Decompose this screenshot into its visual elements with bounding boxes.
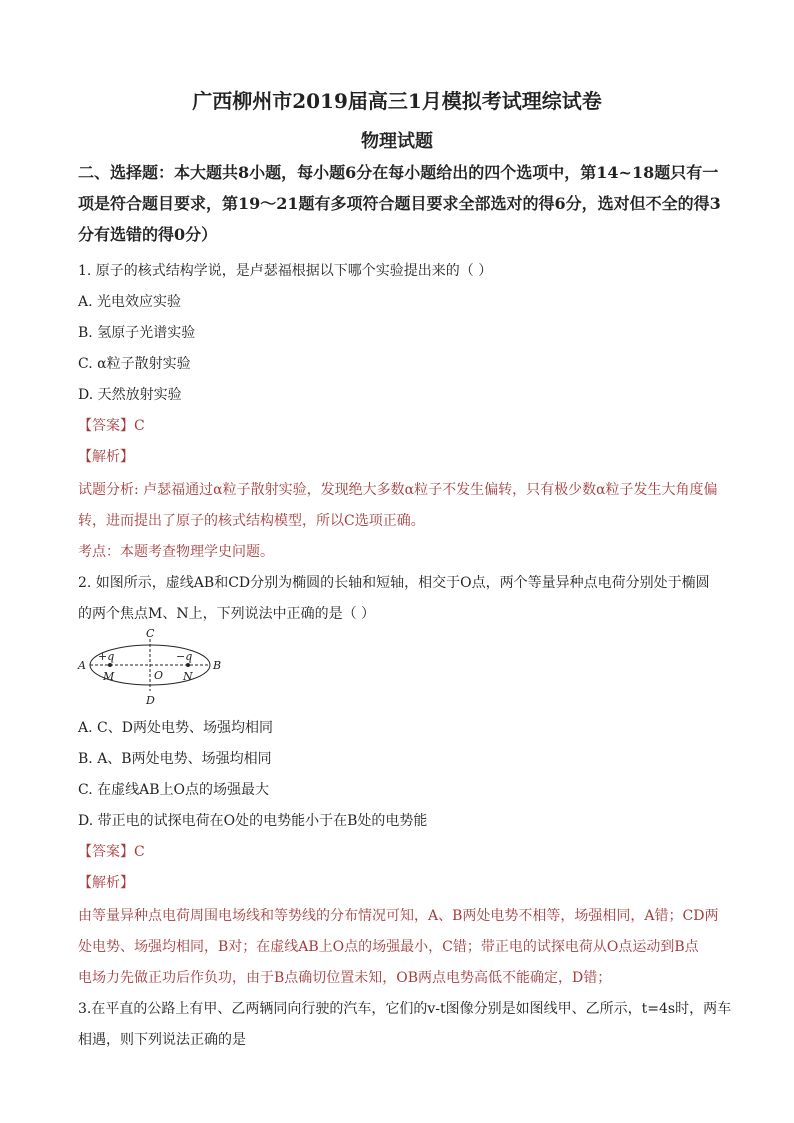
charge-m-dot xyxy=(108,663,112,667)
ellipse-diagram xyxy=(70,629,230,711)
label-c: C xyxy=(146,629,155,640)
label-d: D xyxy=(146,694,155,707)
q3-stem-line-1: 3.在平直的公路上有甲、乙两辆同向行驶的汽车，它们的v-t图像分别是如图线甲、乙所示，t=4s时，两车 xyxy=(78,1001,732,1017)
label-plus-q: +q xyxy=(98,650,115,663)
q1-analysis-line-2: 转，进而提出了原子的核式结构模型，所以C选项正确。 xyxy=(78,513,425,529)
q2-analysis-line-3: 电场力先做正功后作负功，由于B点确切位置未知，OB两点电势高低不能确定，D错； xyxy=(78,970,612,986)
q2-answer: 【答案】C xyxy=(78,844,145,860)
q2-analysis-label: 【解析】 xyxy=(78,875,134,891)
label-b: B xyxy=(213,659,222,672)
page-title: 广西柳州市2019届高三1月模拟考试理综试卷 xyxy=(192,89,602,113)
q2-analysis-line-2: 处电势、场强均相同，B对；在虚线AB上O点的场强最小，C错；带正电的试探电荷从O点运动到B点 xyxy=(78,939,699,955)
q1-analysis-label: 【解析】 xyxy=(78,449,134,465)
section-line-3: 分有选错的得0分） xyxy=(78,225,218,244)
q1-stem: 1. 原子的核式结构学说，是卢瑟福根据以下哪个实验提出来的（ ） xyxy=(78,263,493,279)
section-line-2: 项是符合题目要求，第19～21题有多项符合题目要求全部选对的得6分，选对但不全的得3 xyxy=(78,194,721,213)
charge-n-dot xyxy=(186,663,190,667)
q1-analysis-line-1: 试题分析: 卢瑟福通过α粒子散射实验，发现绝大多数α粒子不发生偏转，只有极少数α粒子发生大角度偏 xyxy=(78,482,718,498)
q2-option-b: B. A、B两处电势、场强均相同 xyxy=(78,751,272,767)
q2-stem-line-1: 2. 如图所示，虚线AB和CD分别为椭圆的长轴和短轴，相交于O点，两个等量异种点电荷分别处于椭圆 xyxy=(78,575,710,591)
q1-option-d: D. 天然放射实验 xyxy=(78,387,182,403)
label-minus-q: −q xyxy=(176,650,193,663)
section-instructions xyxy=(78,157,728,250)
label-m: M xyxy=(103,670,115,683)
q1-answer: 【答案】C xyxy=(78,418,145,434)
q1-option-a: A. 光电效应实验 xyxy=(78,294,182,310)
q3-stem-line-2: 相遇，则下列说法正确的是 xyxy=(78,1032,246,1048)
q1-option-b: B. 氢原子光谱实验 xyxy=(78,325,196,341)
page-subtitle: 物理试题 xyxy=(361,131,433,152)
q1-kaodian: 考点：本题考查物理学史问题。 xyxy=(78,544,274,560)
q2-option-c: C. 在虚线AB上O点的场强最大 xyxy=(78,782,269,798)
q2-option-a: A. C、D两处电势、场强均相同 xyxy=(78,720,273,736)
label-n: N xyxy=(183,670,193,683)
section-line-1: 二、选择题：本大题共8小题，每小题6分在每小题给出的四个选项中，第14~18题只有一 xyxy=(78,163,719,182)
q2-option-d: D. 带正电的试探电荷在O处的电势能小于在B处的电势能 xyxy=(78,813,428,829)
q1-option-c: C. α粒子散射实验 xyxy=(78,356,191,372)
label-o: O xyxy=(154,669,164,682)
q2-analysis-line-1: 由等量异种点电荷周围电场线和等势线的分布情况可知，A、B两处电势不相等，场强相同，A错；CD两 xyxy=(78,908,719,924)
q2-stem-line-2: 的两个焦点M、N上，下列说法中正确的是（ ） xyxy=(78,606,376,622)
label-a: A xyxy=(78,659,86,672)
